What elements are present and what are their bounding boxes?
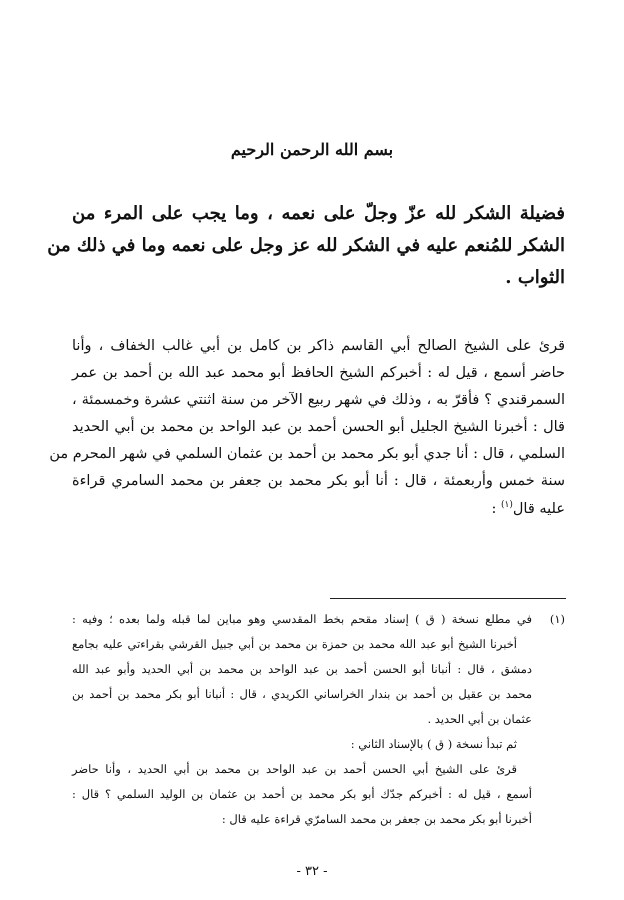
body-line: قرئ على الشيخ الصالح أبي القاسم ذاكر بن كامل بن أبي غالب الخفاف ، وأنا (72, 338, 565, 354)
body-line: قال : أخبرنا الشيخ الجليل أبو الحسن أحمد بن عبد الواحد بن محمد بن أبي الحديد (72, 419, 565, 435)
footnote-marker: (١) (549, 612, 565, 626)
footnote-line: أخبرنا الشيخ أبو عبد الله محمد بن حمزة بن محمد بن أبي جبيل القرشي بقراءتي عليه بجامع (72, 637, 517, 651)
body-line: حاضر أسمع ، قيل له : أخبركم الشيخ الحافظ أبو محمد عبد الله بن أحمد بن عمر (72, 365, 565, 381)
chapter-title-line: الشكر للمُنعم عليه في الشكر لله عز وجل على نعمه وما في ذلك من (47, 235, 565, 256)
footnote-line: ثم تبدأ نسخة ( ق ) بالإسناد الثاني : (350, 737, 517, 751)
body-line: السمرقندي ؟ فأقرّ به ، وذلك في شهر ربيع الآخر من سنة اثنتي عشرة وخمسمئة ، (72, 392, 565, 408)
footnote-reference[interactable]: (١) (501, 500, 513, 510)
body-line: السلمي ، قال : أنا جدي أبو بكر محمد بن أحمد بن عثمان السلمي في شهر المحرم من (49, 446, 565, 462)
body-line-text: عليه قال (512, 500, 565, 517)
footnote-line: محمد بن عقيل بن أحمد بن بندار الخراساني الكريدي ، قال : أنبانا أبو بكر محمد بن أحمد بن (72, 687, 532, 701)
footnote-line: أسمع ، قيل له : أخبركم جدّك أبو بكر محمد بن أحمد بن عثمان بن الوليد السلمي ؟ قال : (72, 787, 532, 801)
footnote-line: قرئ على الشيخ أبي الحسن أحمد بن عبد الواحد بن محمد بن أبي الحديد ، وأنا حاضر (72, 762, 517, 776)
page-number: - ٣٢ - (296, 864, 328, 879)
body-line: سنة خمس وأربعمئة ، قال : أنا أبو بكر محمد بن جعفر بن محمد السامري قراءة (72, 473, 565, 489)
footnote-line: عثمان بن أبي الحديد . (427, 712, 532, 726)
footnote-line: دمشق ، قال : أنبانا أبو الحسن أحمد بن عبد الواحد بن محمد بن أبي الحديد وأبو عبد الله (72, 662, 532, 676)
chapter-title-line: فضيلة الشكر لله عزّ وجلّ على نعمه ، وما يجب على المرء من (72, 203, 565, 224)
footnote-line: في مطلع نسخة ( ق ) إسناد مقحم بخط المقدسي وهو مباين لما قبله ولما بعده ؛ وفيه : (72, 612, 532, 626)
basmala-heading: بسم الله الرحمن الرحيم (230, 140, 394, 159)
chapter-title-line: الثواب . (505, 267, 565, 288)
body-line-last: عليه قال$^{(١)}$ : (491, 500, 565, 517)
footnote-separator (330, 598, 566, 599)
footnote-line: أخبرنا أبو بكر محمد بن جعفر بن محمد السامرّي قراءة عليه قال : (221, 812, 532, 826)
